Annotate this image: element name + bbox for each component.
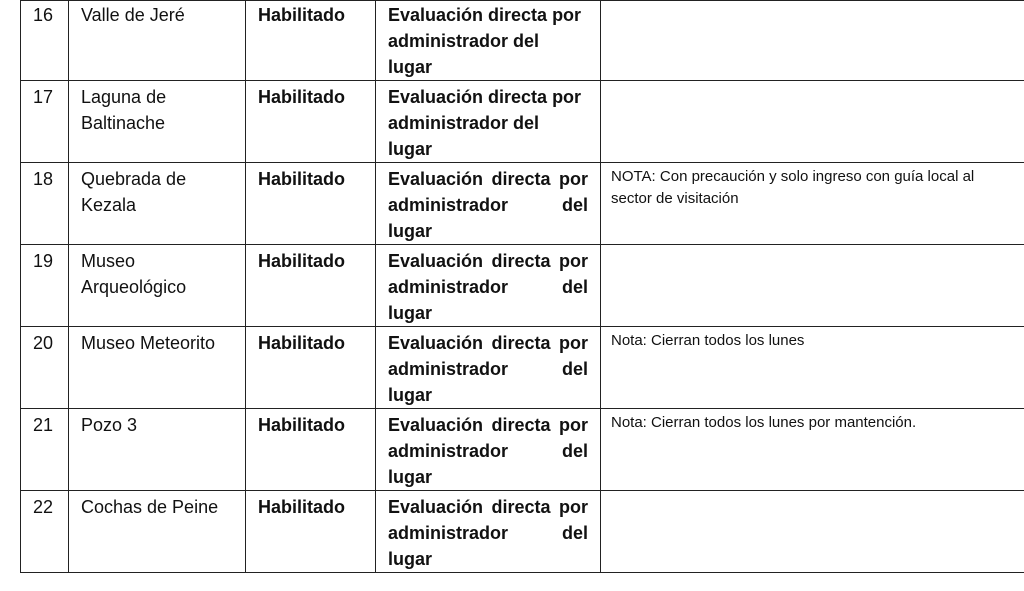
- site-name: Valle de Jeré: [69, 1, 246, 81]
- evaluation-cell: Evaluación directa por administrador del lugar: [376, 81, 601, 163]
- site-name: Laguna de Baltinache: [69, 81, 246, 163]
- status-cell: Habilitado: [246, 491, 376, 573]
- note-cell: Nota: Cierran todos los lunes: [601, 327, 1024, 409]
- table-row: [21, 81, 1024, 163]
- site-name: Pozo 3: [69, 409, 246, 491]
- note-cell: [601, 1, 1024, 81]
- status-cell: Habilitado: [246, 327, 376, 409]
- table-row: [21, 327, 1024, 409]
- site-name: Cochas de Peine: [69, 491, 246, 573]
- status-cell: Habilitado: [246, 81, 376, 163]
- evaluation-cell: Evaluación directa por administrador del lugar: [376, 245, 601, 327]
- status-cell: Habilitado: [246, 245, 376, 327]
- row-number: 21: [21, 409, 69, 491]
- row-number: 20: [21, 327, 69, 409]
- row-number: 18: [21, 163, 69, 245]
- status-cell: Habilitado: [246, 163, 376, 245]
- note-cell: Nota: Cierran todos los lunes por mantención.: [601, 409, 1024, 491]
- site-name: Museo Arqueológico: [69, 245, 246, 327]
- note-cell: [601, 81, 1024, 163]
- table-row: [21, 245, 1024, 327]
- evaluation-cell: Evaluación directa por administrador del lugar: [376, 327, 601, 409]
- evaluation-cell: Evaluación directa por administrador del lugar: [376, 1, 601, 81]
- status-cell: Habilitado: [246, 1, 376, 81]
- table-row: [21, 409, 1024, 491]
- site-name: Museo Meteorito: [69, 327, 246, 409]
- table-row: [21, 1, 1024, 81]
- note-cell: [601, 245, 1024, 327]
- attractions-table: [20, 0, 1024, 573]
- note-cell: NOTA: Con precaución y solo ingreso con guía local al sector de visitación: [601, 163, 1024, 245]
- note-cell: [601, 491, 1024, 573]
- evaluation-cell: Evaluación directa por administrador del lugar: [376, 163, 601, 245]
- row-number: 22: [21, 491, 69, 573]
- status-cell: Habilitado: [246, 409, 376, 491]
- evaluation-cell: Evaluación directa por administrador del lugar: [376, 409, 601, 491]
- table-row: [21, 491, 1024, 573]
- site-name: Quebrada de Kezala: [69, 163, 246, 245]
- row-number: 17: [21, 81, 69, 163]
- table-row: [21, 163, 1024, 245]
- row-number: 19: [21, 245, 69, 327]
- row-number: 16: [21, 1, 69, 81]
- evaluation-cell: Evaluación directa por administrador del lugar: [376, 491, 601, 573]
